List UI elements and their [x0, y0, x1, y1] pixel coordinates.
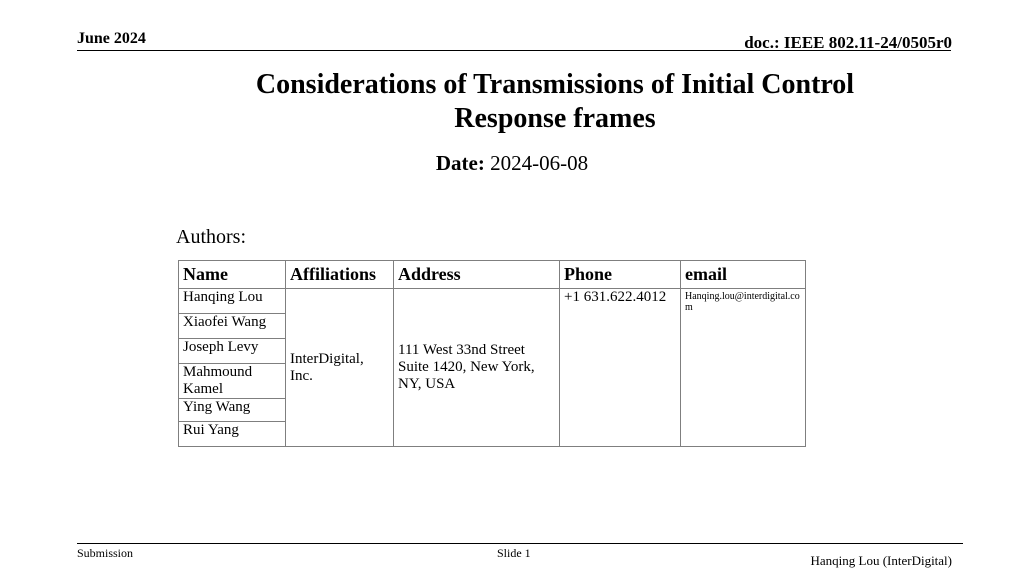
author-name: Xiaofei Wang: [179, 314, 286, 339]
column-header-name: Name: [179, 261, 286, 289]
author-name: Joseph Levy: [179, 339, 286, 364]
phone-cell: +1 631.622.4012: [560, 289, 681, 447]
authors-label: Authors:: [176, 226, 246, 248]
author-name: Mahmound Kamel: [179, 364, 286, 399]
affiliation-cell: InterDigital, Inc.: [286, 289, 394, 447]
title-line-1: Considerations of Transmissions of Initial Control: [255, 69, 855, 100]
address-cell: 111 West 33nd Street Suite 1420, New York, NY, USA: [394, 289, 560, 447]
footer-submission: Submission: [77, 546, 134, 560]
footer-divider: [77, 543, 963, 544]
column-header-affiliations: Affiliations: [286, 261, 394, 289]
column-header-address: Address: [394, 261, 560, 289]
author-name: Rui Yang: [179, 422, 286, 447]
header-date: June 2024: [77, 30, 146, 47]
header-doc-id: doc.: IEEE 802.11-24/0505r0: [744, 33, 952, 52]
header-divider: [77, 50, 951, 51]
email-cell: [681, 289, 806, 447]
slide-title: [200, 68, 910, 136]
column-header-phone: Phone: [560, 261, 681, 289]
title-line-2: Response frames: [454, 103, 656, 134]
author-name: Hanqing Lou: [179, 289, 286, 314]
authors-table: [178, 260, 806, 447]
date-value: 2024-06-08: [490, 151, 589, 175]
author-name: Ying Wang: [179, 399, 286, 422]
table-row: [179, 289, 806, 314]
footer-author: Hanqing Lou (InterDigital): [810, 553, 952, 568]
column-header-email: email: [681, 261, 806, 289]
email-text: Hanqing.lou@interdigital.com: [685, 291, 800, 313]
footer-slide-number: Slide 1: [497, 546, 531, 560]
date-line: [0, 151, 1024, 176]
table-header-row: [179, 261, 806, 289]
date-label: Date:: [435, 151, 485, 175]
